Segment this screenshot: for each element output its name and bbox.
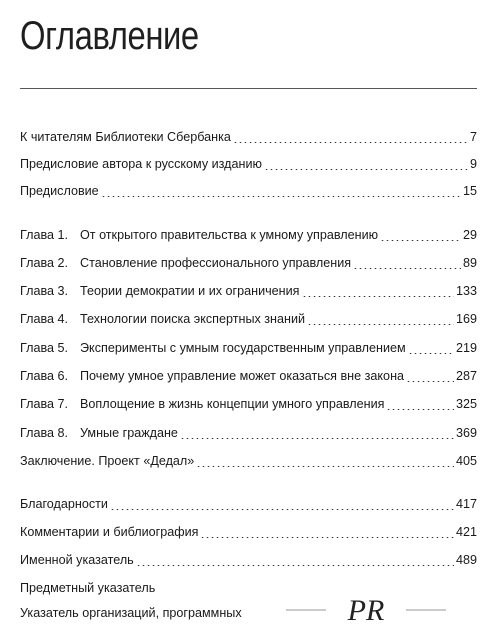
toc-page-number: 325 — [455, 397, 477, 411]
toc-page-number: 417 — [455, 497, 477, 511]
toc-entry — [20, 495, 477, 513]
toc-entry — [20, 310, 477, 328]
toc-entry — [20, 452, 477, 470]
toc-entry-title — [20, 579, 155, 597]
toc-page-number: 29 — [462, 228, 477, 242]
dot-leader — [380, 240, 461, 241]
toc-entry-label: К читателям Библиотеки Сбербанка — [20, 130, 231, 144]
toc-entry-label: Комментарии и библиография — [20, 525, 199, 539]
toc-entry-title — [20, 452, 194, 470]
dot-leader — [136, 565, 454, 566]
toc-page-number: 7 — [469, 130, 477, 144]
publisher-logo — [286, 590, 446, 630]
toc-entry-title — [20, 128, 231, 146]
toc-entry-label: Именной указатель — [20, 553, 134, 567]
dot-leader — [196, 466, 454, 467]
toc-entry-label: Заключение. Проект «Дедал» — [20, 454, 195, 468]
toc-entry-title — [20, 182, 99, 200]
toc-entry-label: Указатель организаций, программных — [20, 606, 242, 620]
toc-entry — [20, 128, 477, 146]
toc-page-number: 169 — [455, 312, 477, 326]
toc-entry-label: Становление профессионального управления — [80, 256, 352, 270]
toc-page-number: 133 — [455, 284, 477, 298]
toc-page-number: 369 — [455, 426, 477, 440]
toc-entry — [20, 523, 477, 541]
toc-entry-title — [20, 367, 404, 385]
toc-entry-label: Теории демократии и их ограничения — [80, 284, 300, 298]
toc-entry — [20, 367, 477, 385]
toc-entry — [20, 424, 477, 442]
dot-leader — [200, 537, 454, 538]
toc-entry-title — [20, 282, 300, 300]
toc-entry-title — [20, 254, 351, 272]
page-title: Оглавление — [20, 14, 199, 58]
dot-leader — [264, 169, 468, 170]
dot-leader — [406, 381, 454, 382]
toc-entry-label: Технологии поиска экспертных знаний — [80, 312, 306, 326]
toc-entry-title — [20, 523, 198, 541]
toc-entry — [20, 182, 477, 200]
toc-entry-label: Воплощение в жизнь концепции умного управления — [80, 397, 385, 411]
toc-page-number: 405 — [455, 454, 477, 468]
toc-entry-title — [20, 395, 384, 413]
toc-entry-title — [20, 155, 262, 173]
toc-entry-title — [20, 604, 242, 622]
toc-entry — [20, 155, 477, 173]
dot-leader — [180, 438, 454, 439]
toc-entry-label: Умные граждане — [80, 426, 178, 440]
toc-entry-label: Предметный указатель — [20, 581, 156, 595]
toc-chapter-number: Глава 6. — [20, 369, 69, 383]
toc-entry — [20, 551, 477, 569]
toc-entry-title — [20, 551, 134, 569]
toc-page-number: 219 — [455, 341, 477, 355]
svg-text:PR: PR — [347, 594, 385, 627]
dot-leader — [353, 268, 461, 269]
toc-entry-label: Эксперименты с умным государственным управлением — [80, 341, 406, 355]
toc-entry — [20, 254, 477, 272]
toc-entry — [20, 282, 477, 300]
toc-entry-label: Благодарности — [20, 497, 108, 511]
title-divider — [20, 88, 477, 89]
toc-entry — [20, 339, 477, 357]
toc-entry-label: От открытого правительства к умному управлению — [80, 228, 379, 242]
toc-chapter-number: Глава 5. — [20, 341, 69, 355]
dot-leader — [101, 196, 461, 197]
toc-entry-label: Почему умное управление может оказаться вне закона — [80, 369, 405, 383]
toc-page-number: 421 — [455, 525, 477, 539]
toc-page-number: 89 — [462, 256, 477, 270]
toc-chapter-number: Глава 3. — [20, 284, 69, 298]
toc-chapter-number: Глава 4. — [20, 312, 69, 326]
dot-leader — [233, 142, 468, 143]
toc-chapter-number: Глава 1. — [20, 228, 69, 242]
toc-entry — [20, 395, 477, 413]
toc-entry-title — [20, 310, 305, 328]
toc-page-number: 287 — [455, 369, 477, 383]
toc-chapter-number: Глава 7. — [20, 397, 69, 411]
dot-leader — [386, 409, 454, 410]
dot-leader — [302, 296, 454, 297]
dot-leader — [307, 324, 454, 325]
toc-entry-label: Предисловие автора к русскому изданию — [20, 157, 262, 171]
toc-entry-title — [20, 339, 406, 357]
toc-entry-title — [20, 495, 108, 513]
toc-page-number: 9 — [469, 157, 477, 171]
toc-entry-label: Предисловие — [20, 184, 99, 198]
toc-page-number: 489 — [455, 553, 477, 567]
toc-entry — [20, 226, 477, 244]
dot-leader — [110, 509, 454, 510]
toc-chapter-number: Глава 8. — [20, 426, 69, 440]
toc-entry-title — [20, 226, 378, 244]
toc-page-number: 15 — [462, 184, 477, 198]
toc-entry-title — [20, 424, 178, 442]
dot-leader — [408, 353, 454, 354]
toc-chapter-number: Глава 2. — [20, 256, 69, 270]
